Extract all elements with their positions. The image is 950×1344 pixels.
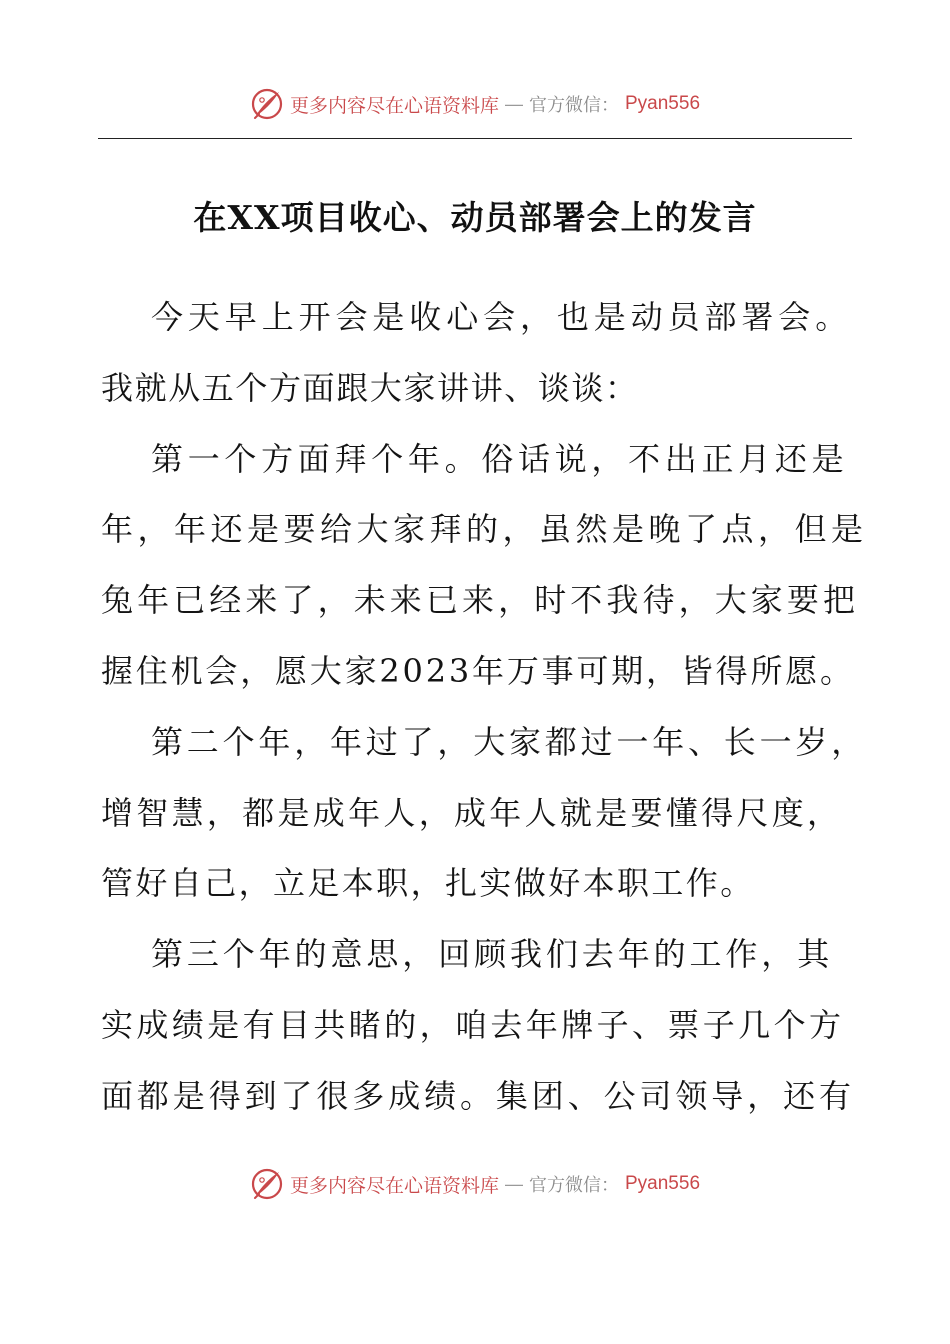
body-line: 第三个年的意思，回顾我们去年的工作，其	[151, 935, 834, 974]
header-banner	[0, 84, 950, 124]
banner-dash: —	[505, 93, 523, 114]
quill-pen-circle-icon	[250, 87, 284, 121]
footer-banner	[0, 1164, 950, 1204]
body-line: 面都是得到了很多成绩。集团、公司领导，还有	[101, 1076, 855, 1115]
header-divider	[98, 138, 852, 139]
body-line: 第一个方面拜个年。俗话说，不出正月还是	[151, 439, 849, 478]
body-line: 握住机会，愿大家2023年万事可期，皆得所愿。	[101, 651, 855, 690]
body-line: 今天早上开会是收心会，也是动员部署会。	[151, 298, 853, 336]
body-line: 实成绩是有目共睹的，咱去年牌子、票子几个方	[101, 1005, 845, 1044]
wechat-label: 官方微信：	[529, 1175, 619, 1196]
header-banner-content	[250, 87, 700, 121]
body-line: 我就从五个方面跟大家讲讲、谈谈：	[101, 368, 639, 407]
body-line: 增智慧，都是成年人，成年人就是要懂得尺度，	[101, 793, 843, 832]
body-line: 年，年还是要给大家拜的，虽然是晚了点，但是	[101, 510, 868, 549]
document-body	[101, 282, 868, 1132]
wechat-id: Pyan556	[625, 1173, 701, 1194]
promo-text: 更多内容尽在心语资料库	[289, 1174, 499, 1197]
body-line: 第二个年，年过了，大家都过一年、长一岁，	[151, 722, 868, 761]
document-title: 在XX项目收心、动员部署会上的发言	[193, 198, 757, 237]
quill-pen-circle-icon	[250, 1167, 284, 1201]
wechat-label: 官方微信：	[529, 95, 619, 116]
banner-dash: —	[505, 1173, 523, 1194]
footer-banner-content	[250, 1167, 700, 1201]
promo-text: 更多内容尽在心语资料库	[289, 94, 499, 117]
body-line: 管好自己，立足本职，扎实做好本职工作。	[101, 864, 755, 903]
body-line: 兔年已经来了，未来已来，时不我待，大家要把	[101, 581, 860, 620]
wechat-id: Pyan556	[625, 93, 701, 114]
